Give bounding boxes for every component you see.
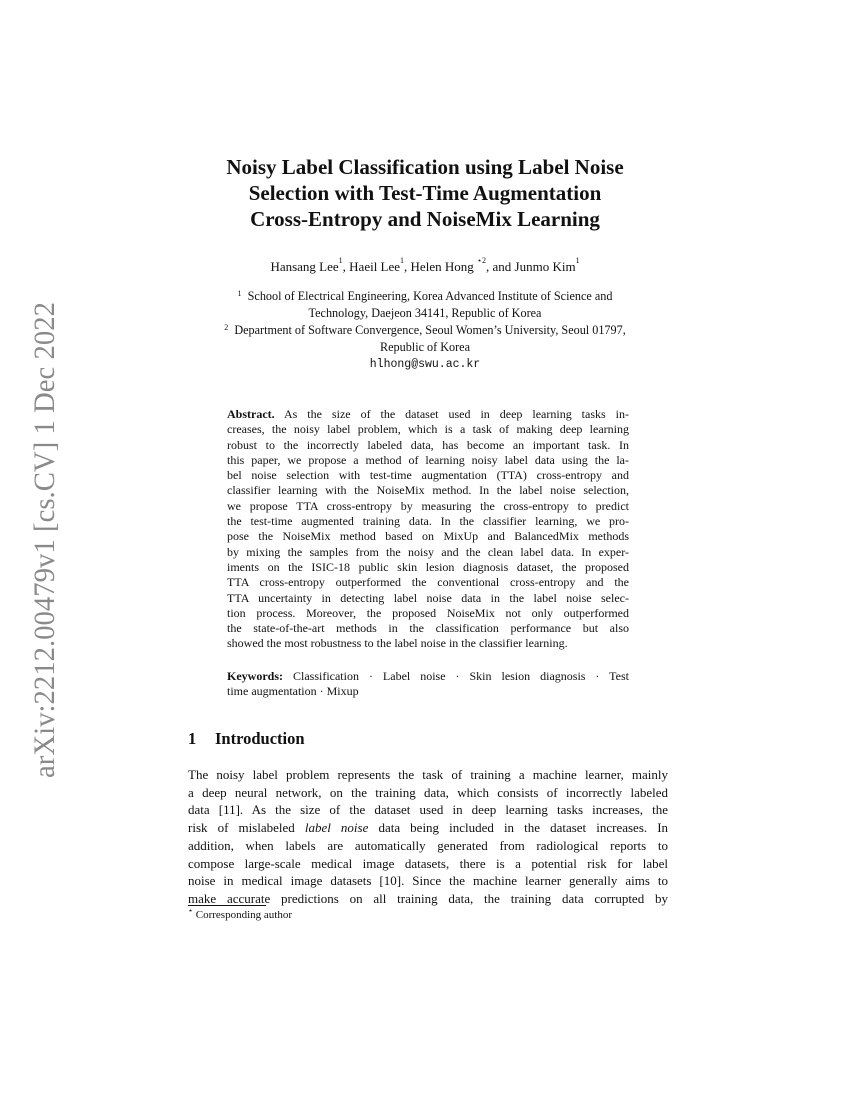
abstract-line: the state-of-the-art methods in the classification performance but also <box>227 621 629 636</box>
affiliations <box>190 288 660 373</box>
section-heading <box>188 729 305 749</box>
title-line: Cross-Entropy and NoiseMix Learning <box>250 207 600 231</box>
abstract-line: pose the NoiseMix method based on MixUp and BalancedMix methods <box>227 529 629 544</box>
body-text: risk of mislabeled <box>188 820 295 836</box>
keywords-text: Classification · Label noise · Skin lesion diagnosis · Test <box>292 669 630 683</box>
footnote-mark: ⋆ <box>188 906 194 915</box>
body-line: noise in medical image datasets [10]. Since the machine learner generally aims to <box>188 873 668 889</box>
abstract-line: robust to the incorrectly labeled data, has become an important task. In <box>227 437 629 452</box>
affil-number: 2 <box>224 323 229 332</box>
body-line: The noisy label problem represents the task of training a machine learner, mainly <box>188 767 668 782</box>
footnote <box>188 906 292 921</box>
abstract-line: tion process. Moreover, the proposed NoiseMix not only outperformed <box>227 605 629 620</box>
author-affil-mark: ⋆2 <box>476 256 486 265</box>
author-name: and Junmo Kim <box>492 259 576 274</box>
keywords <box>227 669 629 700</box>
footnote-rule <box>188 905 266 906</box>
arxiv-stamp <box>8 300 68 780</box>
keywords-line: time augmentation · Mixup <box>227 684 359 699</box>
body-line: make accurate predictions on all training data, the training data corrupted by <box>188 890 668 906</box>
keywords-label: Keywords: <box>227 669 283 683</box>
affil-text: Republic of Korea <box>379 340 471 354</box>
abstract-line: by mixing the samples from the noisy and the clean label data. In exper- <box>227 544 629 559</box>
affil-number: 1 <box>237 289 242 298</box>
abstract-line: TTA cross-entropy outperformed the conventional cross-entropy and the <box>227 575 629 590</box>
abstract-line <box>227 407 629 422</box>
author-name: Haeil Lee <box>349 259 401 274</box>
section-title: Introduction <box>215 729 305 748</box>
abstract-line: this paper, we propose a method of learning noisy label data using the la- <box>227 452 629 467</box>
body-line: addition, when labels are automatically generated from radiological reports to <box>188 837 668 853</box>
abstract-line: iments on the ISIC-18 public skin lesion diagnosis dataset, the proposed <box>227 559 629 574</box>
section-number: 1 <box>188 729 197 748</box>
abstract-line: the test-time augmented training data. In the classifier learning, we pro- <box>227 514 629 529</box>
abstract-label: Abstract. <box>227 407 275 421</box>
footnote-text: Corresponding author <box>195 909 292 921</box>
author-name: Helen Hong <box>410 259 474 274</box>
body-line: data [11]. As the size of the dataset used in deep learning tasks increases, the <box>188 802 668 818</box>
body-line: compose large-scale medical image datasets, there is a potential risk for label <box>188 855 668 871</box>
affiliation-1 <box>190 288 660 305</box>
body-text: data being included in the dataset increases. In <box>378 820 669 836</box>
abstract-line: TTA uncertainty in detecting label noise data in the label noise selec- <box>227 590 629 605</box>
affil-text: School of Electrical Engineering, Korea Advanced Institute of Science and <box>247 289 613 303</box>
author-name: Hansang Lee <box>270 259 339 274</box>
contact-email: hlhong@swu.ac.kr <box>369 358 481 371</box>
author-affil-mark: 1 <box>575 256 580 265</box>
emphasis-text: label noise <box>304 820 369 836</box>
introduction-paragraph <box>188 766 668 908</box>
affil-text: Department of Software Convergence, Seoul Women’s University, Seoul 01797, <box>234 323 626 337</box>
author-affil-mark: 1 <box>400 256 405 265</box>
abstract-line: we propose TTA cross-entropy by measuring the cross-entropy to predict <box>227 498 629 513</box>
affil-text: Technology, Daejeon 34141, Republic of Korea <box>308 306 542 320</box>
title-line: Selection with Test-Time Augmentation <box>248 181 602 205</box>
abstract-line: showed the most robustness to the label noise in the classifier learning. <box>227 636 568 651</box>
abstract-line: bel noise selection with test-time augmentation (TTA) cross-entropy and <box>227 468 629 483</box>
paper-title <box>170 154 680 232</box>
abstract-text: As the size of the dataset used in deep learning tasks in- <box>283 407 629 421</box>
body-line: a deep neural network, on the training data, which consists of incorrectly labeled <box>188 784 668 800</box>
affiliation-2 <box>190 322 660 339</box>
body-line <box>188 819 668 837</box>
title-line: Noisy Label Classification using Label Noise <box>226 155 624 179</box>
author-affil-mark: 1 <box>338 256 343 265</box>
abstract-line: classifier learning with the NoiseMix method. In the label noise selection, <box>227 483 629 498</box>
author-list: Hansang Lee$^1$, Haeil Lee$^1$, Helen Hong $^{⋆2}$, and Junmo Kim$^1$ <box>270 256 580 274</box>
abstract <box>227 407 629 652</box>
abstract-line: creases, the noisy label problem, which is a task of making deep learning <box>227 422 629 437</box>
keywords-line <box>227 669 629 684</box>
arxiv-id: arXiv:2212.00479v1 [cs.CV] 1 Dec 2022 <box>28 300 61 778</box>
